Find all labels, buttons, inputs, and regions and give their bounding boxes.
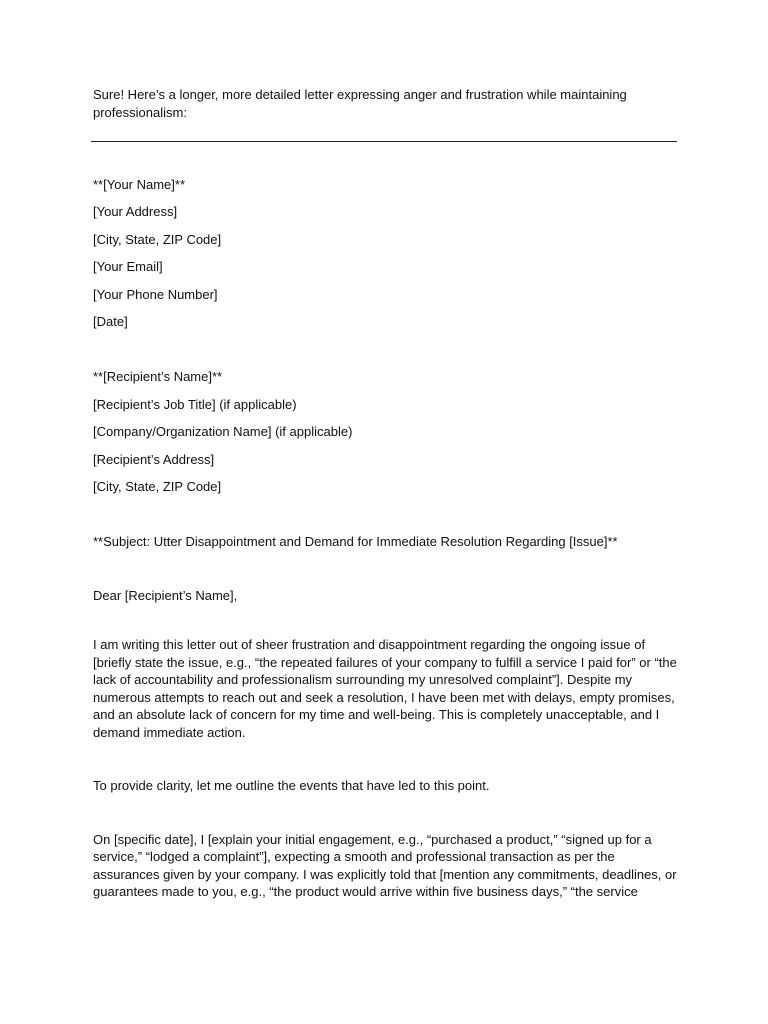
recipient-city-state-zip: [City, State, ZIP Code] (93, 479, 222, 495)
sender-email: [Your Email] (93, 259, 163, 275)
recipient-block (93, 363, 679, 500)
sender-phone: [Your Phone Number] (93, 286, 218, 302)
recipient-address: [Recipient’s Address] (93, 451, 215, 467)
sender-name: **[Your Name]** (93, 177, 186, 192)
recipient-name: **[Recipient’s Name]** (93, 369, 223, 385)
body-paragraph-3: On [specific date], I [explain your initial engagement, e.g., “purchased a product,” “signed up for a service,” “lodged a complaint”], expecting a smooth and professional transaction as per the assurances given by your company. I was explicitly told that [mention any commitments, deadlines, or guarantees made to you, e.g., “the product would arrive within five business days,” “the service (93, 831, 677, 900)
body-paragraph-2: To provide clarity, let me outline the events that have led to this point. (93, 778, 490, 794)
recipient-job-title: [Recipient’s Job Title] (if applicable) (93, 396, 297, 412)
sender-address: [Your Address] (93, 204, 178, 220)
intro-text: Sure! Here’s a longer, more detailed letter expressing anger and frustration while maintaining professionalism: (93, 87, 627, 120)
horizontal-divider (91, 141, 677, 142)
sender-city-state-zip: [City, State, ZIP Code] (93, 231, 222, 247)
sender-block (93, 171, 679, 335)
letter-page (93, 86, 679, 901)
recipient-company: [Company/Organization Name] (if applicable) (93, 424, 353, 440)
subject-line: **Subject: Utter Disappointment and Demand for Immediate Resolution Regarding [Issue]** (93, 534, 618, 550)
letter-date: [Date] (93, 314, 128, 330)
salutation: Dear [Recipient’s Name], (93, 587, 238, 603)
body-paragraph-1: I am writing this letter out of sheer frustration and disappointment regarding the ongoing issue of [briefly state the issue, e.g., “the repeated failures of your company to fulfill a service I paid for” or “the lack of accountability and professionalism surrounding my unresolved complaint”]. Despite my numerous attempts to reach out and seek a resolution, I have been met with delays, empty promises, and an absolute lack of concern for my time and well-being. This is completely unacceptable, and I demand immediate action. (93, 637, 677, 740)
